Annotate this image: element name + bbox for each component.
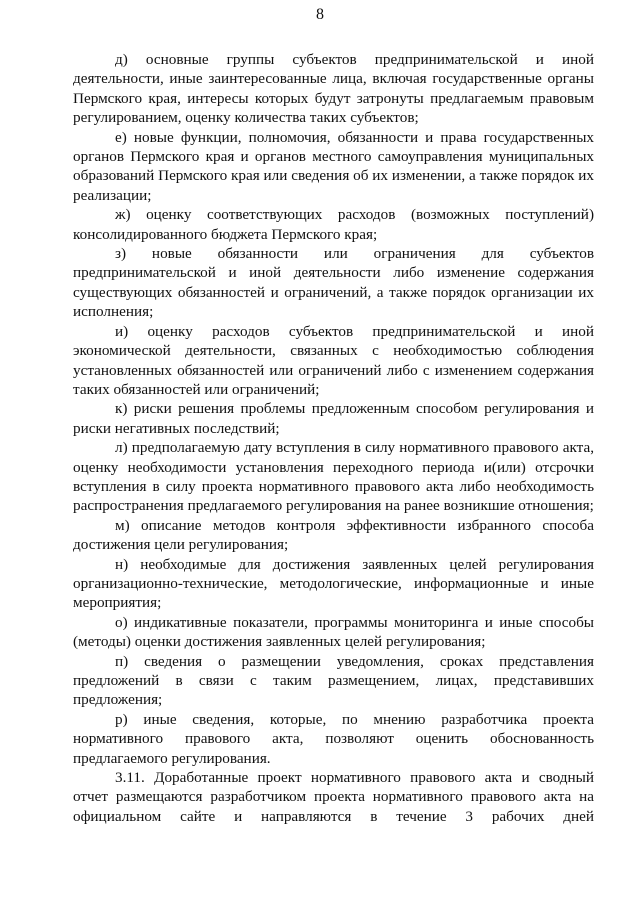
paragraph-zh: ж) оценку соответствующих расходов (возможных поступлений) консолидированного бюджета Пермского края;: [73, 206, 594, 243]
page-number: 8: [316, 6, 324, 23]
paragraph-o: о) индикативные показатели, программы мониторинга и иные способы (методы) оценки достижения заявленных целей регулирования;: [73, 613, 594, 651]
document-body: [73, 50, 594, 826]
paragraph-n: н) необходимые для достижения заявленных целей регулирования организационно-технические, методологические, информационные и иные мероприятия;: [73, 555, 594, 612]
paragraph-p: п) сведения о размещении уведомления, сроках представления предложений в связи с таким размещением, лицах, представивших предложения;: [73, 652, 594, 709]
paragraph-i: и) оценку расходов субъектов предпринимательской и иной экономической деятельности, связанных с необходимостью соблюдения установленных обязанностей или ограничений либо с изменением содержания таких обязанностей или ограничений;: [73, 322, 594, 398]
paragraph-d: д) основные группы субъектов предпринимательской и иной деятельности, иные заинтересованные лица, включая государственные органы Пермского края, интересы которых будут затронуты предлагаемым правовым регулированием, оценку количества таких субъектов;: [73, 51, 594, 127]
paragraph-k: к) риски решения проблемы предложенным способом регулирования и риски негативных последствий;: [73, 400, 594, 437]
paragraph-3-11: 3.11. Доработанные проект нормативного правового акта и сводный отчет размещаются разработчиком проекта нормативного правового акта на официальном сайте и направляются в течение 3 рабочих дней: [73, 769, 594, 825]
paragraph-l: л) предполагаемую дату вступления в силу нормативного правового акта, оценку необходимости установления переходного периода и(или) отсрочки вступления в силу проекта нормативного правового акта либо необходимость распространения предлагаемого регулирования на ранее возникшие отношения;: [73, 439, 594, 515]
paragraph-r: р) иные сведения, которые, по мнению разработчика проекта нормативного правового акта, позволяют оценить обоснованность предлагаемого регулирования.: [73, 710, 594, 767]
paragraph-m: м) описание методов контроля эффективности избранного способа достижения цели регулирования;: [73, 516, 594, 554]
paragraph-e: е) новые функции, полномочия, обязанности и права государственных органов Пермского края и органов местного самоуправления муниципальных образований Пермского края или сведения об их изменении, а также порядок их реализации;: [73, 128, 594, 204]
paragraph-z: з) новые обязанности или ограничения для субъектов предпринимательской и иной деятельности либо изменение содержания существующих обязанностей и ограничений, а также порядок организации их исполнения;: [73, 245, 594, 321]
